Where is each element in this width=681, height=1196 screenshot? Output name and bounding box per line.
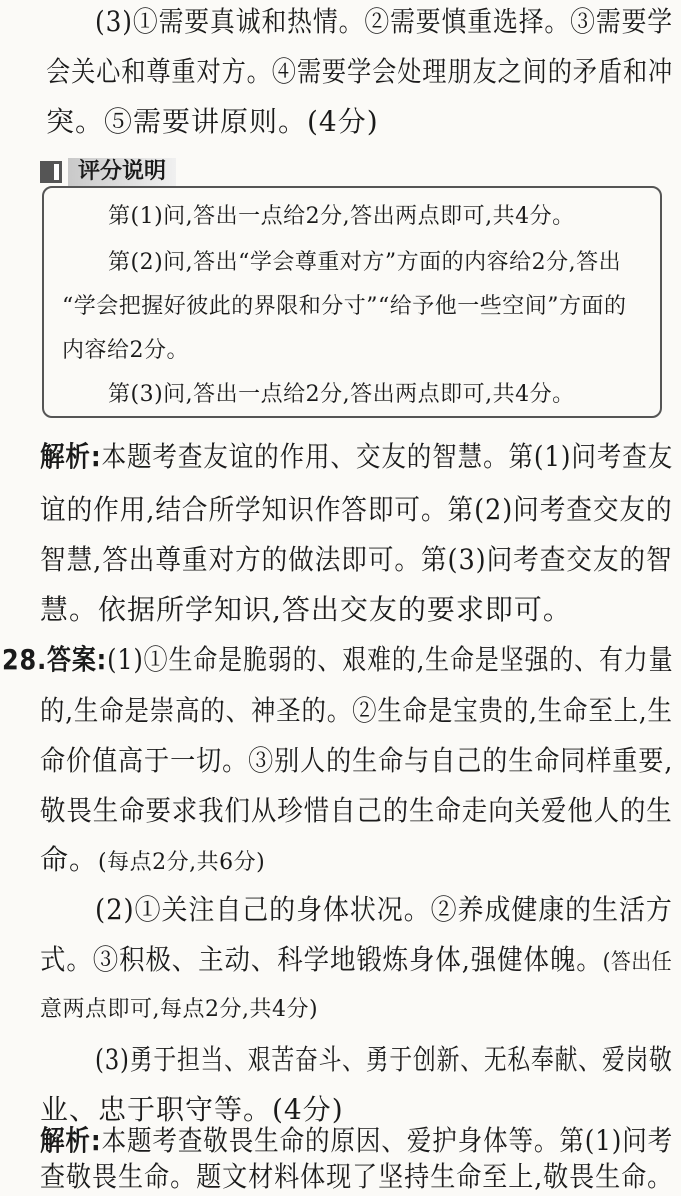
analysis-label: 解析:	[40, 1124, 102, 1157]
q28-answer-line: 敬畏生命要求我们从珍惜自己的生命走向关爱他人的生	[40, 794, 673, 827]
analysis-label: 解析:	[40, 440, 102, 473]
q28-answer-line: (3)勇于担当、艰苦奋斗、勇于创新、无私奉献、爱岗敬	[95, 1043, 673, 1076]
q28-number-label: 28.答案:	[2, 643, 108, 676]
score-note: (答出任	[602, 950, 673, 975]
book-icon	[40, 161, 62, 183]
scoring-title: 评分说明	[68, 158, 176, 186]
q28-answer-line: 业、忠于职守等。(4分)	[40, 1093, 344, 1126]
q28-answer-line: 命。(每点2分,共6分)	[40, 843, 266, 876]
q28-answer-line: 命价值高于一切。③别人的生命与自己的生命同样重要,	[40, 744, 674, 777]
score-note: 意两点即可,每点2分,共4分)	[40, 997, 319, 1022]
q28-analysis-line: 解析:本题考查敬畏生命的原因、爱护身体等。第(1)问考	[40, 1124, 674, 1157]
q27-answer-line: (3)①需要真诚和热情。②需要慎重选择。③需要学	[95, 5, 674, 38]
scoring-header	[40, 157, 200, 187]
q27-analysis-line: 谊的作用,结合所学知识作答即可。第(2)问考查交友的	[40, 493, 673, 526]
score-note: (每点2分,共6分)	[98, 850, 266, 875]
scoring-line: “学会把握好彼此的界限和分寸”“给予他一些空间”方面的	[62, 294, 627, 319]
scoring-line: 第(3)问,答出一点给2分,答出两点即可,共4分。	[108, 382, 575, 407]
q27-answer-line: 会关心和尊重对方。④需要学会处理朋友之间的矛盾和冲	[46, 55, 674, 88]
q27-analysis-line: 慧。依据所学知识,答出交友的要求即可。	[40, 593, 572, 626]
q27-analysis-line: 解析:本题考查友谊的作用、交友的智慧。第(1)问考查友	[40, 440, 674, 473]
q28-answer-line: 28.答案:(1)①生命是脆弱的、艰难的,生命是坚强的、有力量	[2, 643, 674, 676]
q28-analysis-line: 查敬畏生命。题文材料体现了坚持生命至上,敬畏生命。	[40, 1160, 674, 1193]
q28-answer-line: (2)①关注自己的身体状况。②养成健康的生活方	[95, 893, 673, 926]
q27-analysis-line: 智慧,答出尊重对方的做法即可。第(3)问考查交友的智	[40, 543, 673, 576]
q28-answer-line: 的,生命是崇高的、神圣的。②生命是宝贵的,生命至上,生	[40, 694, 673, 727]
q27-answer-line: 突。⑤需要讲原则。(4分)	[46, 105, 379, 138]
scoring-line: 内容给2分。	[62, 338, 189, 363]
scoring-line: 第(2)问,答出“学会尊重对方”方面的内容给2分,答出	[108, 250, 622, 275]
q28-answer-line: 式。③积极、主动、科学地锻炼身体,强健体魄。(答出任	[40, 943, 673, 976]
scoring-line: 第(1)问,答出一点给2分,答出两点即可,共4分。	[108, 204, 575, 229]
